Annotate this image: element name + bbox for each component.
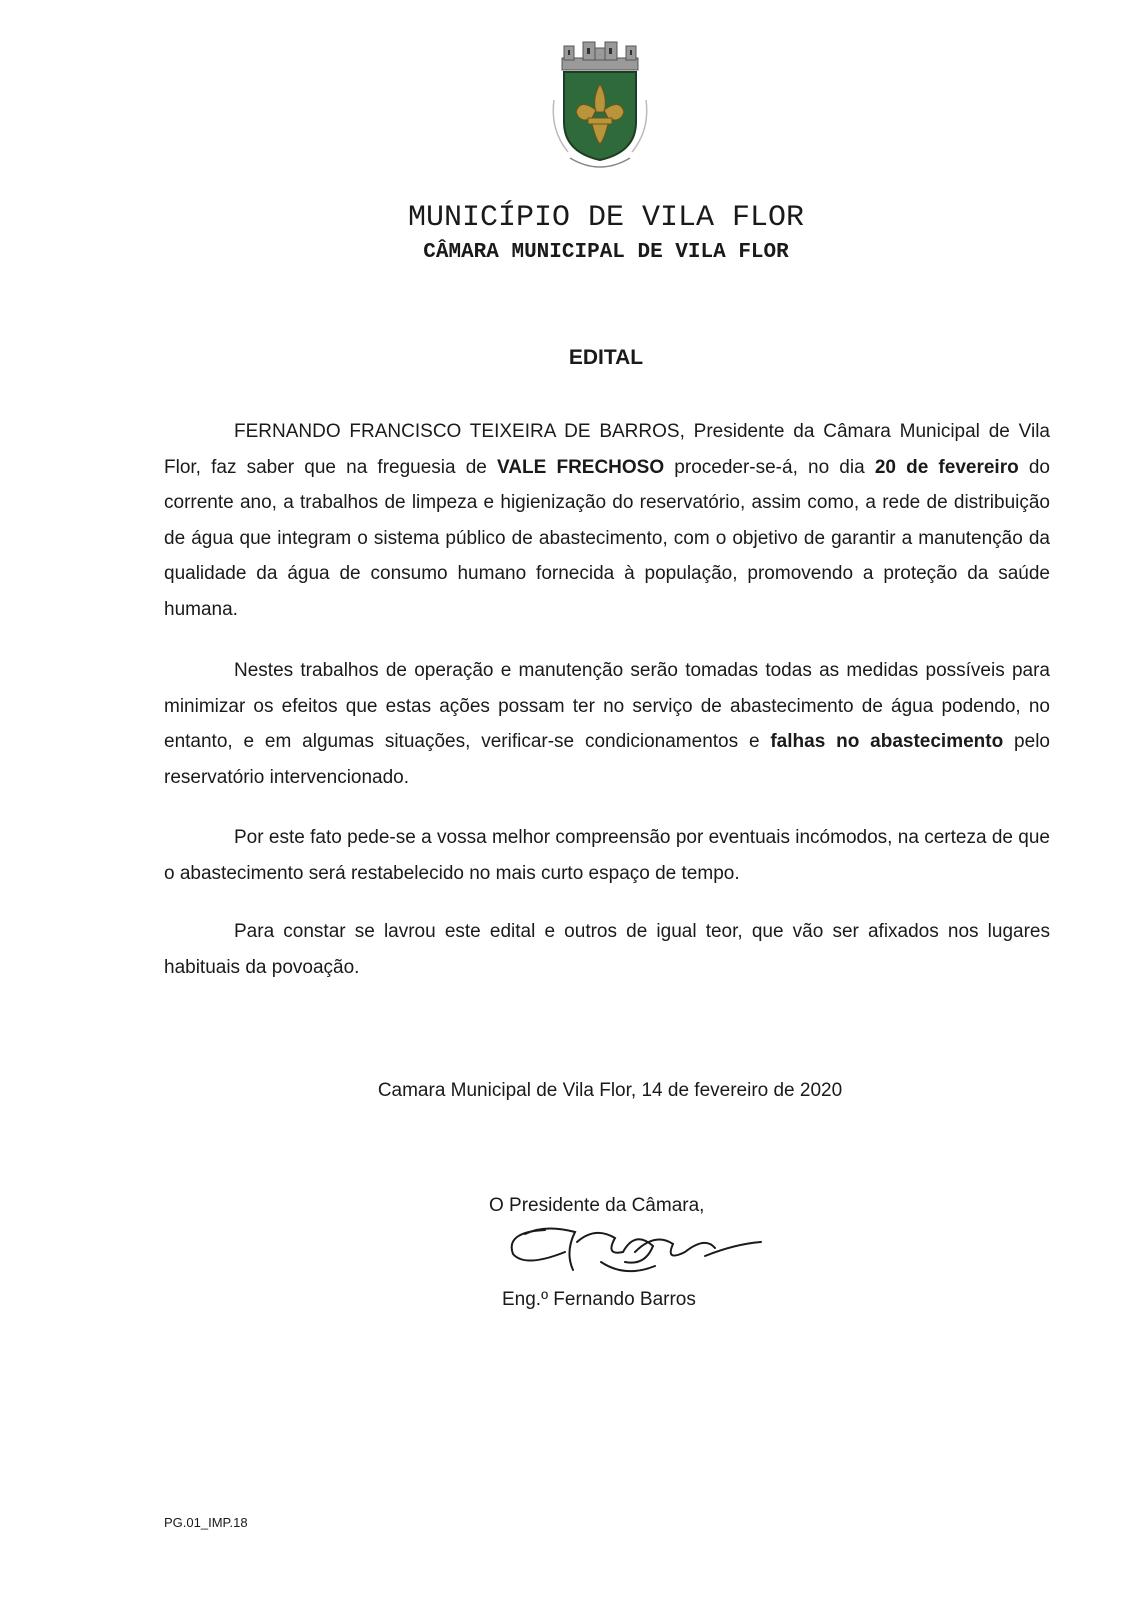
handwritten-signature <box>505 1222 775 1292</box>
place-and-date: Camara Municipal de Vila Flor, 14 de fevereiro de 2020 <box>377 1080 843 1101</box>
signatory-role: O Presidente da Câmara, <box>489 1195 705 1216</box>
paragraph-measures: Nestes trabalhos de operação e manutenção serão tomadas todas as medidas possíveis para minimizar os efeitos que estas ações possam ter no serviço de abastecimento de água podendo, no entanto, e em algumas situações, verificar-se condicionamentos e falhas no abastecimento pelo reservatório intervencionado. <box>164 660 1050 788</box>
supply-failure-notice: falhas no abastecimento <box>770 731 1004 753</box>
paragraph-announcement: FERNANDO FRANCISCO TEIXEIRA DE BARROS, Presidente da Câmara Municipal de Vila Flor, faz saber que na freguesia de VALE FRECHOSO proceder-se-á, no dia 20 de fevereiro do corrente ano, a trabalhos de limpeza e higienização do reservatório, assim como, a rede de distribuição de água que integram o sistema público de abastecimento, com o objetivo de garantir a manutenção da qualidade da água de consumo humano fornecida à população, promovendo a proteção da saúde humana. <box>164 421 1050 620</box>
municipality-title: MUNICÍPIO DE VILA FLOR <box>407 201 805 235</box>
work-date: 20 de fevereiro <box>874 456 1019 478</box>
parish-name: VALE FRECHOSO <box>497 456 665 478</box>
signatory-name: Eng.º Fernando Barros <box>502 1289 696 1310</box>
document-title: EDITAL <box>568 346 644 369</box>
municipal-coat-of-arms-logo <box>540 40 660 170</box>
form-reference-code: PG.01_IMP.18 <box>164 1515 248 1530</box>
council-subtitle: CÂMARA MUNICIPAL DE VILA FLOR <box>423 241 789 264</box>
paragraph-apology: Por este fato pede-se a vossa melhor compreensão por eventuais incómodos, na certeza de que o abastecimento será restabelecido no mais curto espaço de tempo. <box>164 827 1050 884</box>
paragraph-posting: Para constar se lavrou este edital e outros de igual teor, que vão ser afixados nos lugares habituais da povoação. <box>164 921 1050 978</box>
